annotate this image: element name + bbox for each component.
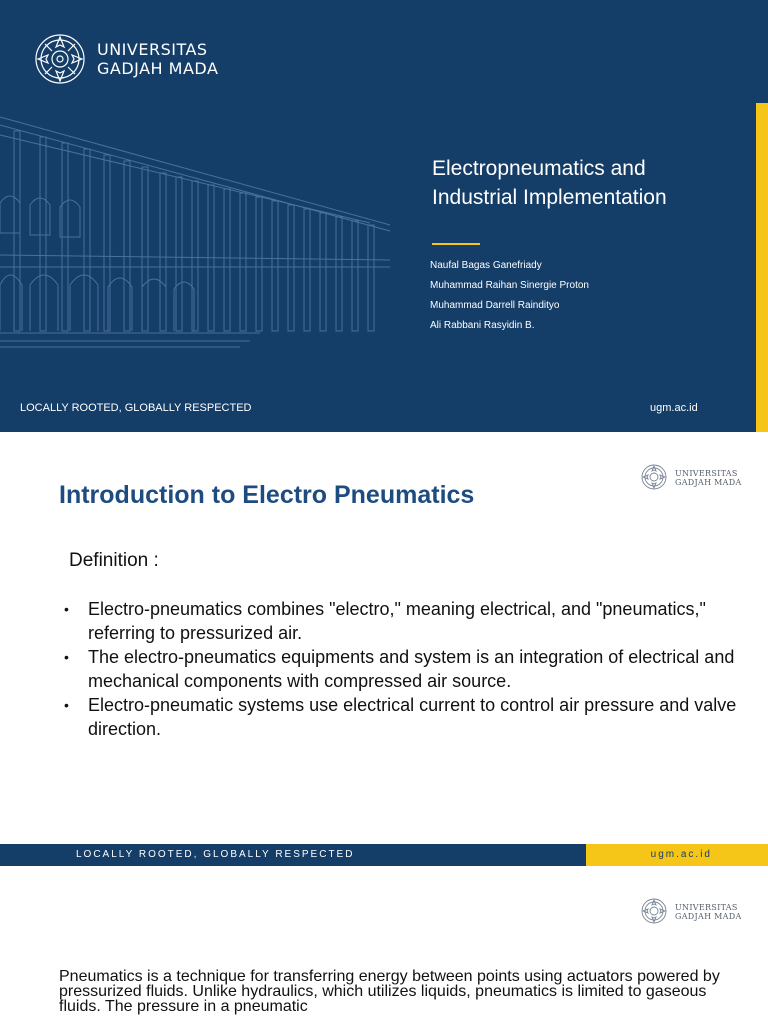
- bullet-text: Electro-pneumatic systems use electrical current to control air pressure and valve direction.: [88, 695, 737, 739]
- tagline: LOCALLY ROOTED, GLOBALLY RESPECTED: [20, 402, 252, 414]
- slide-accent-bar: [756, 103, 768, 432]
- bullet-text: The electro-pneumatics equipments and system is an integration of electrical and mechanical components with compressed air source.: [88, 647, 735, 691]
- brand-line-1: UNIVERSITAS: [675, 903, 738, 912]
- bullet-icon: •: [64, 697, 69, 713]
- ugm-seal-icon: [34, 33, 86, 85]
- intro-slide: [0, 434, 768, 866]
- definition-label: Definition :: [69, 550, 159, 571]
- brand-line-2: GADJAH MADA: [675, 478, 742, 487]
- brand-line-1: UNIVERSITAS: [675, 469, 738, 478]
- website-url: ugm.ac.id: [650, 402, 698, 414]
- author-name: Naufal Bagas Ganefriady: [430, 260, 542, 271]
- body-paragraph: Pneumatics is a technique for transferring energy between points using actuators powered by pressurized fluids. Unlike hydraulics, which utilizes liquids, pneumatics is limited to gaseous fluids. The pressure in a pneumatic: [59, 968, 720, 1015]
- bullet-list: [60, 597, 740, 741]
- author-list: [430, 257, 589, 337]
- footer-tagline: LOCALLY ROOTED, GLOBALLY RESPECTED: [76, 849, 355, 860]
- author-name: Muhammad Darrell Raindityo: [430, 300, 560, 311]
- ugm-seal-icon: [641, 464, 667, 490]
- title-line-1: Electropneumatics and: [432, 157, 646, 180]
- presentation-title: [432, 154, 732, 212]
- slide-title: Introduction to Electro Pneumatics: [59, 481, 475, 509]
- building-illustration-icon: [0, 95, 400, 355]
- bullet-icon: •: [64, 649, 69, 665]
- ugm-seal-icon: [641, 898, 667, 924]
- title-line-2: Industrial Implementation: [432, 186, 667, 209]
- bullet-text: Electro-pneumatics combines "electro," meaning electrical, and "pneumatics," referring to pressurized air.: [88, 599, 706, 643]
- list-item: [60, 693, 740, 741]
- bullet-icon: •: [64, 601, 69, 617]
- author-name: Ali Rabbani Rasyidin B.: [430, 320, 535, 331]
- list-item: [60, 597, 740, 645]
- university-name: [97, 40, 218, 78]
- footer-url: ugm.ac.id: [650, 849, 712, 860]
- university-name: [675, 469, 742, 487]
- brand-line-2: GADJAH MADA: [97, 59, 219, 78]
- brand-line-2: GADJAH MADA: [675, 912, 742, 921]
- title-slide: [0, 0, 768, 432]
- list-item: [60, 645, 740, 693]
- university-name: [675, 903, 742, 921]
- slide-footer: [0, 844, 768, 866]
- brand-line-1: UNIVERSITAS: [97, 40, 208, 59]
- title-divider: [432, 243, 480, 245]
- pneumatics-slide: [0, 868, 768, 1024]
- author-name: Muhammad Raihan Sinergie Proton: [430, 280, 589, 291]
